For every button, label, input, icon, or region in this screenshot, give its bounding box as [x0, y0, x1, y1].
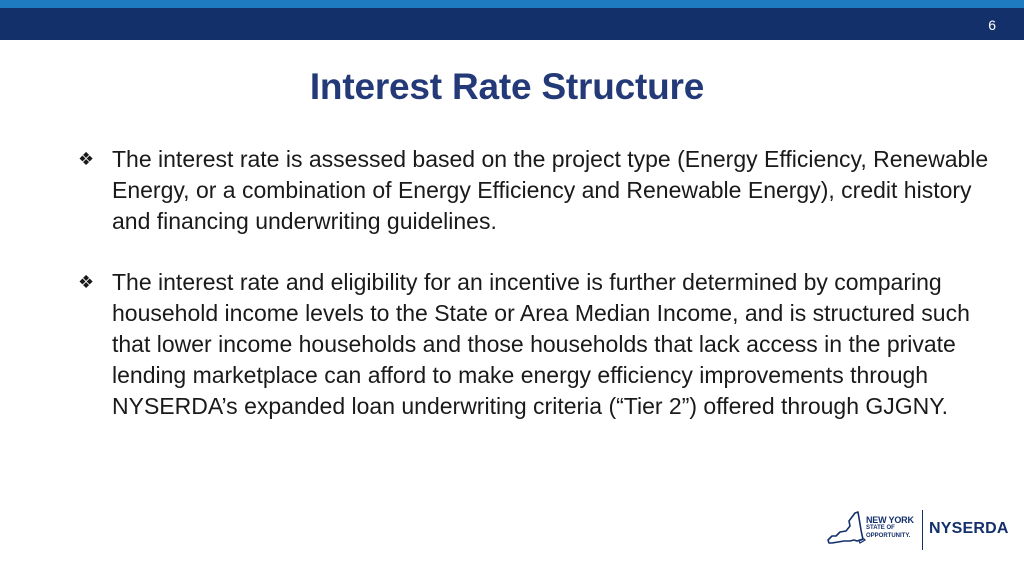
four-diamond-bullet-icon: ❖ — [78, 149, 95, 170]
logo-divider — [922, 510, 923, 550]
new-york-state-wordmark — [866, 516, 914, 540]
bullet-text: The interest rate and eligibility for an incentive is further determined by comparing household income levels to the State or Area Median Income, and is structured such that lower income households and those households that lack access in the private lending marketplace can afford to make energy efficiency improvements through NYSERDA’s expanded loan underwriting criteria (“Tier 2”) offered through GJGNY. — [112, 269, 970, 419]
bullet-item — [78, 267, 998, 422]
header-bar — [0, 8, 1024, 40]
bullet-list — [78, 144, 998, 422]
logo-ny-line2: STATE OF — [866, 525, 895, 531]
header-accent-stripe — [0, 0, 1024, 8]
logo-ny-line3: OPPORTUNITY. — [866, 533, 911, 539]
new-york-state-map-icon — [826, 510, 866, 548]
nyserda-wordmark: NYSERDA — [929, 520, 1009, 537]
nys-nyserda-logo — [826, 508, 1009, 554]
bullet-item — [78, 144, 998, 237]
four-diamond-bullet-icon: ❖ — [78, 272, 95, 293]
slide-title: Interest Rate Structure — [309, 66, 705, 107]
logo-ny-line1: NEW YORK — [866, 515, 914, 525]
bullet-text: The interest rate is assessed based on the project type (Energy Efficiency, Renewable Energy, or a combination of Energy Efficiency and Renewable Energy), credit history and financing underwriting guidelines. — [112, 146, 989, 234]
page-number: 6 — [988, 17, 996, 33]
